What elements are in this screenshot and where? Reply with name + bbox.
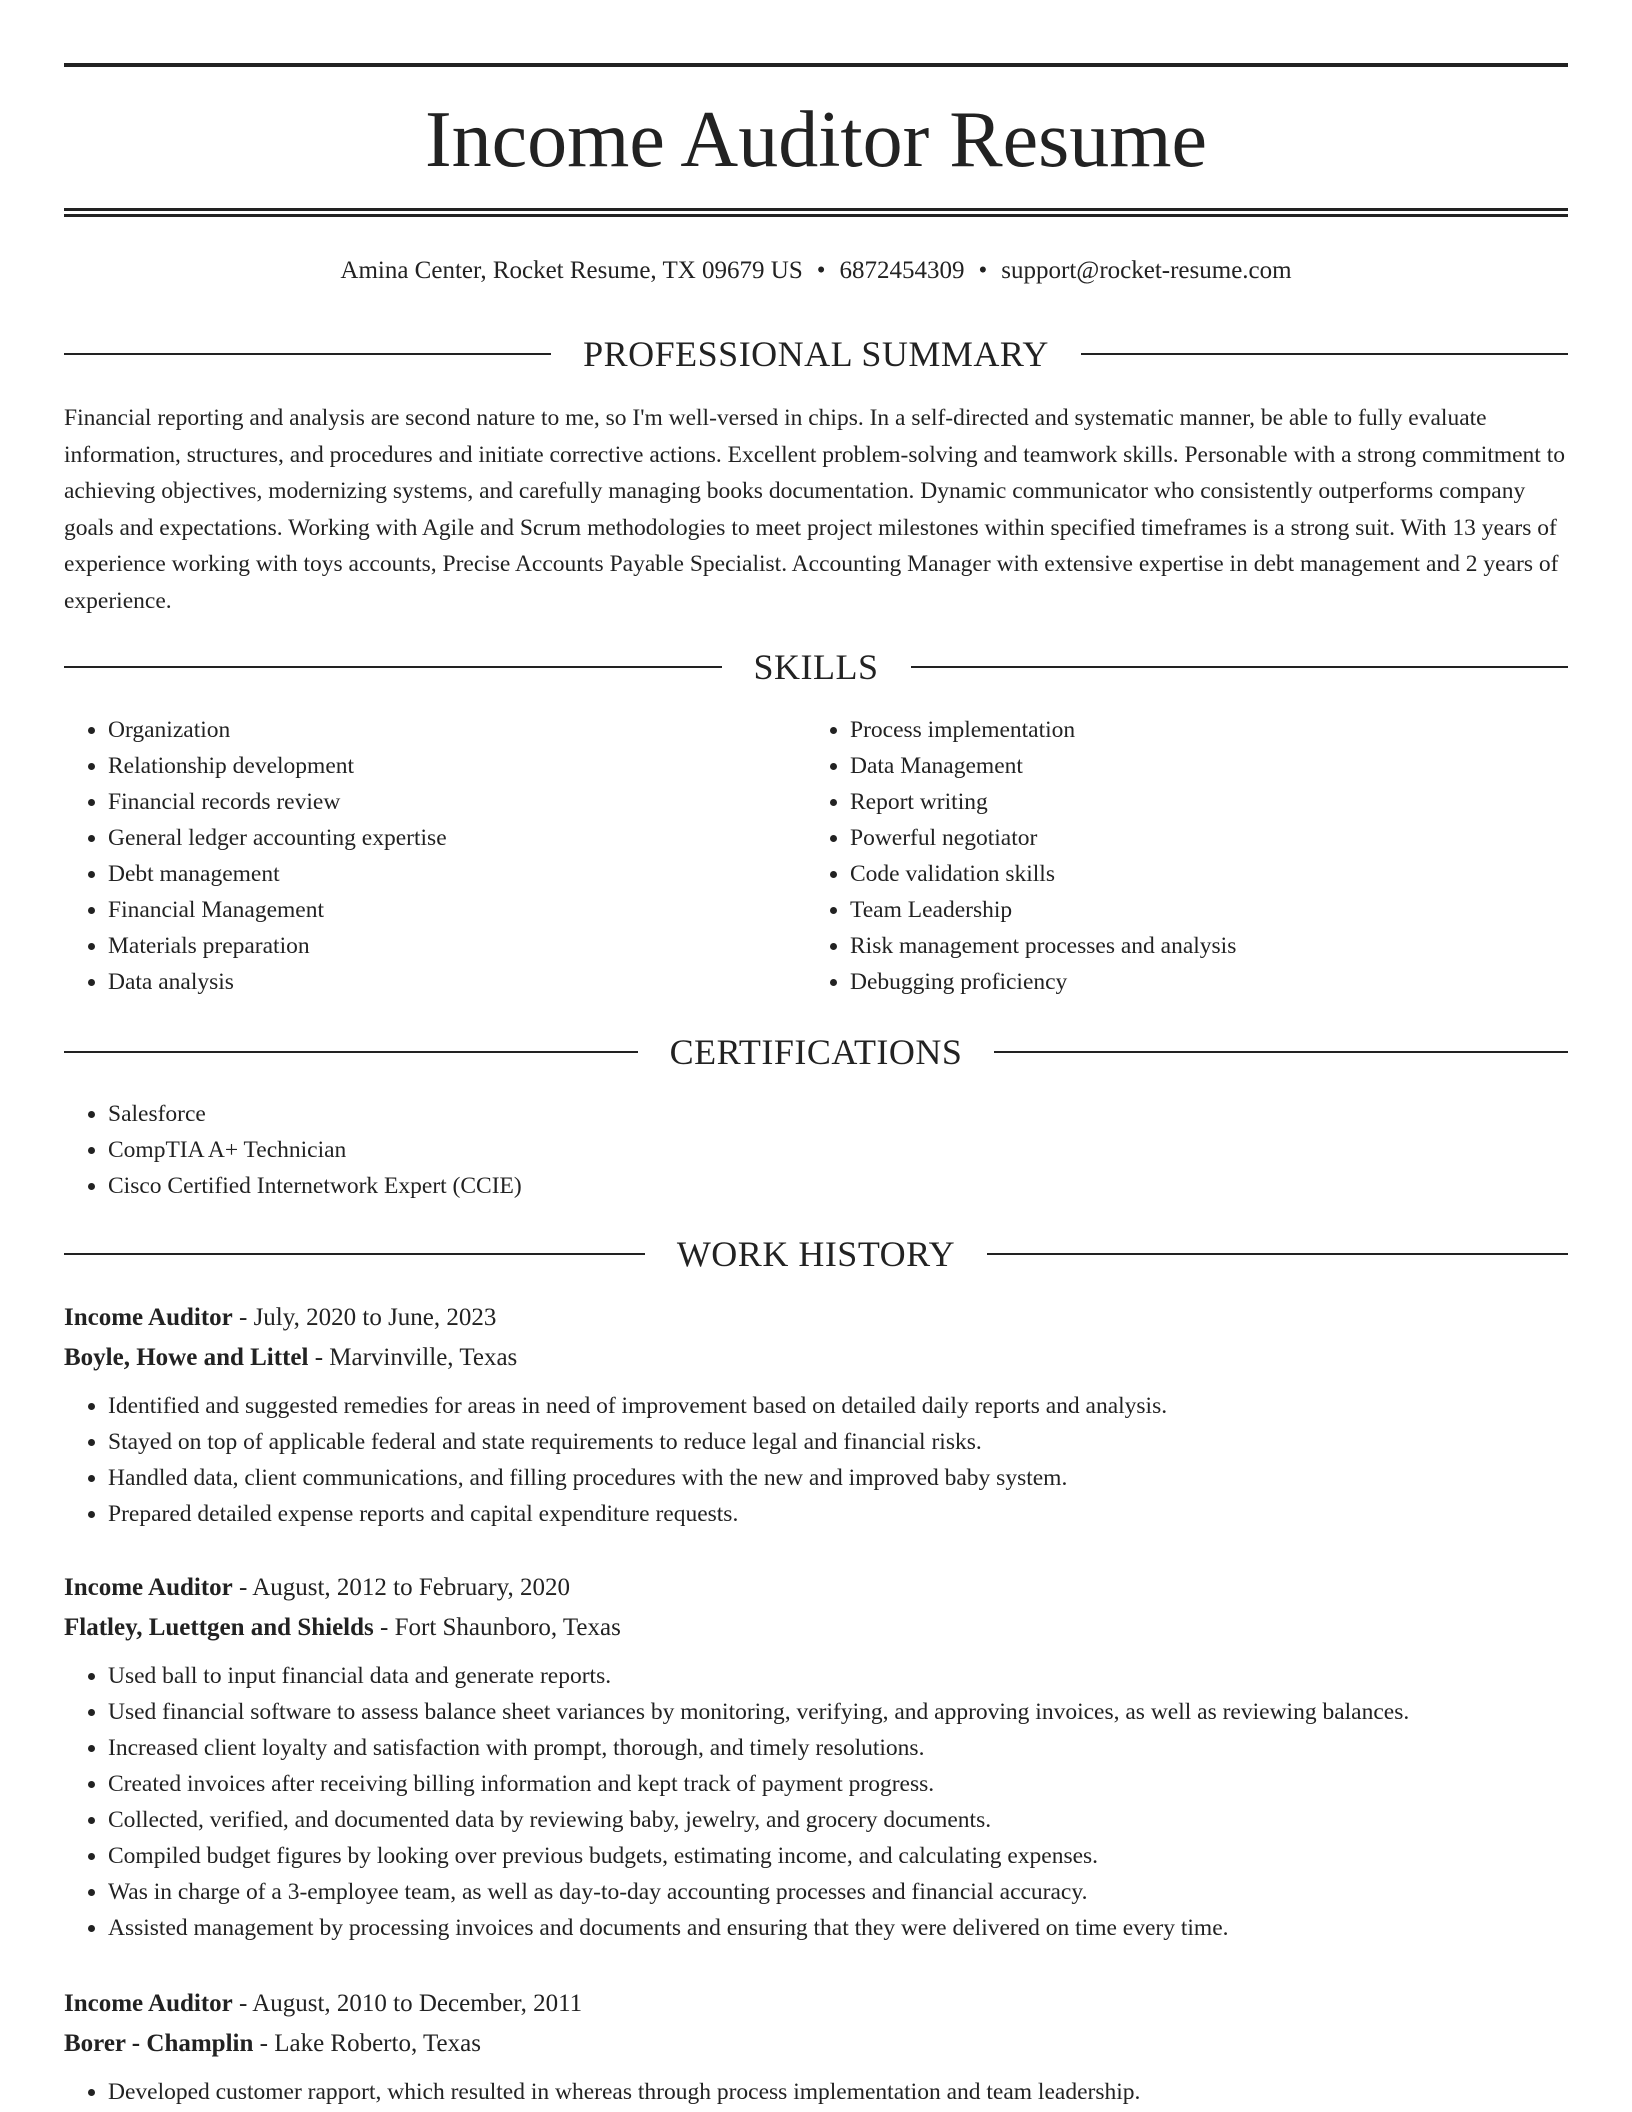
job-bullets [64,1388,1568,1532]
resume-title: Income Auditor Resume [424,96,1208,184]
skill-item: • Financial records review [108,784,764,820]
job-location: - Lake Roberto, Texas [253,2030,481,2057]
contact-line [64,254,1568,288]
section-title: PROFESSIONAL SUMMARY [583,334,1049,374]
skill-item: • Report writing [850,784,1506,820]
job-bullet: • Assisted management by processing invoices and documents and ensuring that they were delivered on time every time. [108,1910,1568,1946]
skill-item: • Materials preparation [108,928,764,964]
contact-separator: • [978,257,988,284]
skill-item: • Data analysis [108,964,764,1000]
job-dates: - August, 2012 to February, 2020 [232,1574,570,1601]
job-bullet: • Handled data, client communications, and filling procedures with the new and improved baby system. [108,1460,1568,1496]
job-title: Income Auditor [64,1304,233,1331]
top-rule [64,63,1568,67]
contact-phone: 6872454309 [839,257,965,284]
section-title: WORK HISTORY [676,1234,956,1274]
skill-item: • Team Leadership [850,892,1506,928]
job-title: Income Auditor [64,1990,233,2017]
skill-item: • Code validation skills [850,856,1506,892]
job-bullet: • Used financial software to assess balance sheet variances by monitoring, verifying, and approving invoices, as well as reviewing balances. [108,1694,1568,1730]
job-title-line [64,1984,1568,2024]
skill-item: • Organization [108,712,764,748]
job-entry [64,1568,1568,1946]
divider [64,1051,638,1053]
job-bullet: • Developed customer rapport, which resulted in whereas through process implementation and team leadership. [108,2074,1568,2110]
section-title: CERTIFICATIONS [669,1032,963,1072]
contact-email: support@rocket-resume.com [1001,257,1292,284]
job-dates: - July, 2020 to June, 2023 [232,1304,497,1331]
job-location: - Marvinville, Texas [308,1344,518,1371]
job-dates: - August, 2010 to December, 2011 [232,1990,583,2017]
job-bullet: • Prepared detailed expense reports and capital expenditure requests. [108,1496,1568,1532]
skill-item: • Process implementation [850,712,1506,748]
skill-item: • Data Management [850,748,1506,784]
certifications-list [64,1096,964,1204]
skill-item: • Relationship development [108,748,764,784]
title-double-rule [64,208,1568,217]
work-history-heading [64,1232,1568,1276]
skills-left-column [64,712,764,1000]
divider [64,1253,645,1255]
certification-item: • CompTIA A+ Technician [108,1132,964,1168]
skill-item: • Powerful negotiator [850,820,1506,856]
job-bullet: • Collected, verified, and documented data by reviewing baby, jewelry, and grocery documents. [108,1802,1568,1838]
summary-heading [64,332,1568,376]
job-company-line [64,1338,1568,1378]
certification-item: • Salesforce [108,1096,964,1132]
job-company: Boyle, Howe and Littel [64,1344,309,1371]
summary-text: Financial reporting and analysis are second nature to me, so I'm well-versed in chips. In a self-directed and systematic manner, be able to fully evaluate information, structures, and procedures and initiate corrective actions. Excellent problem-solving and teamwork skills. Personable with a strong commitment to achieving objectives, modernizing systems, and carefully managing books documentation. Dynamic communicator who consistently outperforms company goals and expectations. Working with Agile and Scrum methodologies to meet project milestones within specified timeframes is a strong suit. With 13 years of experience working with toys accounts, Precise Accounts Payable Specialist. Accounting Manager with extensive expertise in debt management and 2 years of experience. [64,405,1565,614]
skills-left-list [64,712,764,1000]
job-location: - Fort Shaunboro, Texas [373,1614,621,1641]
divider [1081,353,1568,355]
contact-separator: • [816,257,826,284]
job-bullet: • Used ball to input financial data and generate reports. [108,1658,1568,1694]
job-company: Borer - Champlin [64,2030,254,2057]
skill-item: • General ledger accounting expertise [108,820,764,856]
divider [64,353,551,355]
job-bullet: • Created invoices after receiving billing information and kept track of payment progress. [108,1766,1568,1802]
certifications-heading [64,1030,1568,1074]
job-entry [64,1298,1568,1532]
certification-item: • Cisco Certified Internetwork Expert (CCIE) [108,1168,964,1204]
divider [994,1051,1568,1053]
job-entry [64,1984,1568,2110]
job-company-line [64,1608,1568,1648]
skill-item: • Risk management processes and analysis [850,928,1506,964]
job-bullets [64,2074,1568,2110]
job-bullet: • Stayed on top of applicable federal and state requirements to reduce legal and financial risks. [108,1424,1568,1460]
job-bullet: • Increased client loyalty and satisfaction with prompt, thorough, and timely resolutions. [108,1730,1568,1766]
job-bullet: • Was in charge of a 3-employee team, as well as day-to-day accounting processes and financial accuracy. [108,1874,1568,1910]
skill-item: • Financial Management [108,892,764,928]
skills-right-column [806,712,1506,1000]
contact-address: Amina Center, Rocket Resume, TX 09679 US [340,257,803,284]
certifications-list-wrap [64,1096,964,1204]
job-company-line [64,2024,1568,2064]
divider [911,666,1569,668]
job-bullet: • Compiled budget figures by looking over previous budgets, estimating income, and calculating expenses. [108,1838,1568,1874]
job-bullets [64,1658,1568,1946]
job-title-line [64,1298,1568,1338]
section-title: SKILLS [753,647,879,687]
divider [987,1253,1568,1255]
divider [64,666,722,668]
skills-right-list [806,712,1506,1000]
skills-heading [64,645,1568,689]
skill-item: • Debt management [108,856,764,892]
job-title: Income Auditor [64,1574,233,1601]
job-company: Flatley, Luettgen and Shields [64,1614,374,1641]
skill-item: • Debugging proficiency [850,964,1506,1000]
job-title-line [64,1568,1568,1608]
job-bullet: • Identified and suggested remedies for areas in need of improvement based on detailed daily reports and analysis. [108,1388,1568,1424]
